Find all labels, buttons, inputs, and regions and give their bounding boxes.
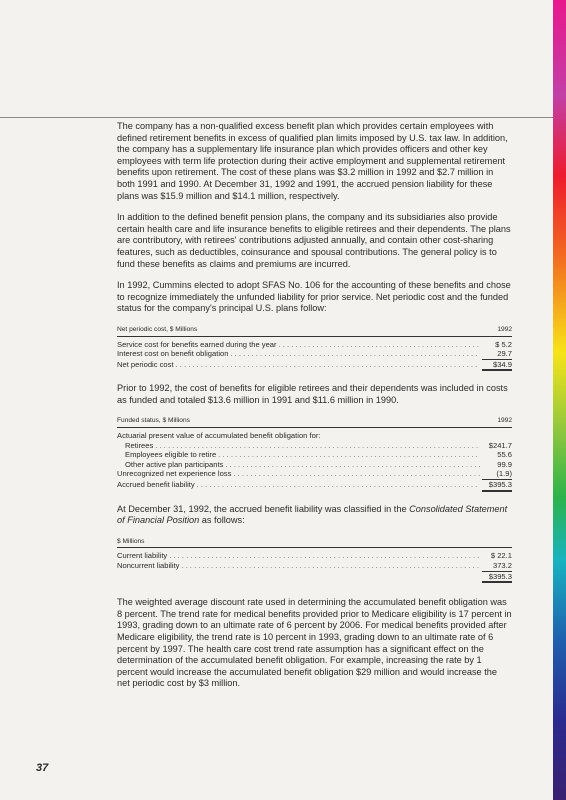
net-periodic-cost-table — [117, 325, 512, 371]
table-header-label: Funded status, $ Millions — [117, 417, 190, 425]
dot-leader — [197, 480, 480, 490]
table-header — [117, 416, 512, 428]
row-label: Employees eligible to retire — [125, 450, 217, 460]
row-label: Service cost for benefits earned during the year — [117, 339, 277, 349]
dot-leader — [279, 340, 480, 350]
header-rule — [0, 117, 553, 118]
row-value: $241.7 — [488, 440, 512, 450]
row-value: $ 22.1 — [490, 551, 512, 561]
table-header — [117, 325, 512, 337]
page-number: 37 — [36, 762, 49, 774]
liability-classification-table — [117, 537, 512, 583]
table-row — [117, 551, 512, 561]
funded-status-table — [117, 416, 512, 491]
table-header-year: 1992 — [497, 417, 512, 425]
row-label: Noncurrent liability — [117, 561, 180, 570]
paragraph-sfas-106: In 1992, Cummins elected to adopt SFAS No. 106 for the accounting of these benefits and chose to recognize immediately the unfunded liability for prior service. Net periodic cost and the funded status for the company's principal U.S. plans follow: — [117, 280, 511, 314]
dot-leader — [176, 360, 480, 370]
row-label: Net periodic cost — [117, 359, 174, 369]
row-label: Unrecognized net experience loss — [117, 469, 232, 479]
table-header — [117, 537, 512, 549]
table-total-row — [117, 572, 512, 584]
table-row — [117, 360, 512, 372]
row-label: Other active plan participants — [125, 459, 224, 469]
table-row — [117, 441, 512, 451]
row-label: Interest cost on benefit obligation — [117, 349, 229, 359]
table-row — [117, 480, 512, 492]
table-section-label: Actuarial present value of accumulated benefit obligation for: — [117, 431, 321, 441]
dot-leader — [218, 450, 480, 460]
table-row — [117, 450, 512, 460]
row-value: 99.9 — [497, 459, 512, 469]
table-row — [117, 460, 512, 470]
table-row — [117, 340, 512, 350]
table-row — [117, 469, 512, 480]
total-value: $395.3 — [482, 572, 512, 584]
paragraph-prior-costs: Prior to 1992, the cost of benefits for eligible retirees and their dependents was included in costs as funded and totaled $13.6 million in 1991 and $11.6 million in 1990. — [117, 383, 508, 405]
table-header-year: 1992 — [497, 325, 512, 333]
table-header-label: $ Millions — [117, 537, 145, 545]
statement-title: Consolidated Statement of Financial Position — [117, 503, 508, 526]
row-value: $34.9 — [482, 360, 512, 372]
dot-leader — [155, 441, 480, 451]
paragraph-discount-rate: The weighted average discount rate used in determining the accumulated benefit obligation was 8 percent. The trend rate for medical benefits provided prior to Medicare eligibility is 17 percent in 1993, grading down to an ultimate rate of 6 percent by 2006. For medical benefits provided after Medicare eligibility, the trend rate is 10 percent in 1993, grading down to an ultimate rate of 6 percent by 1997. The health care cost trend rate assumption has a significant effect on the determination of the accumulated benefit obligation. For example, increasing the rate by 1 percent would increase the accumulated benefit obligation $29 million and would increase the net periodic cost by $3 million. — [117, 597, 512, 689]
color-bar-edge — [553, 0, 566, 800]
dot-leader — [169, 551, 480, 561]
table-header-label: Net periodic cost, $ Millions — [117, 325, 198, 333]
row-label: Accrued benefit liability — [117, 480, 195, 490]
dot-leader — [225, 460, 480, 470]
row-value: 55.6 — [497, 450, 512, 460]
dot-leader — [233, 469, 480, 479]
paragraph-health-care-benefits: In addition to the defined benefit pension plans, the company and its subsidiaries also provide certain health care and life insurance benefits to eligible retirees and their dependents. The plans are contributory, with retirees' contributions adjusted annually, and contain other cost-sharing features, such as deductibles, coinsurance and spousal contributions. The general policy is to fund these benefits as claims and premiums are incurred. — [117, 212, 511, 269]
paragraph-classification: At December 31, 1992, the accrued benefit liability was classified in the Consolidated Statement of Financial Position as follows: — [117, 503, 508, 526]
table-row — [117, 561, 512, 572]
dot-leader — [181, 561, 480, 571]
row-value: 373.2 — [482, 561, 512, 572]
dot-leader — [230, 349, 480, 359]
row-value: (1.9) — [482, 469, 512, 480]
paragraph-excess-benefit-plan: The company has a non-qualified excess benefit plan which provides certain employees with defined retirement benefits in excess of qualified plan limits imposed by U.S. tax law. In addition, the company has a supplementary life insurance plan which provides officers and other key employees with term life protection during their active employment and supplemental retirement benefits upon retirement. The cost of these plans was $3.2 million in 1992 and $2.7 million in both 1991 and 1990. At December 31, 1992 and 1991, the accrued pension liability for these plans was $15.9 million and $14.1 million, respectively. — [117, 121, 508, 201]
page-content — [117, 121, 512, 700]
row-label: Retirees — [125, 440, 154, 450]
row-value: $ 5.2 — [495, 339, 512, 349]
row-value: 29.7 — [482, 349, 512, 360]
row-value: $395.3 — [482, 480, 512, 492]
row-label: Current liability — [117, 551, 168, 561]
table-row — [117, 349, 512, 360]
